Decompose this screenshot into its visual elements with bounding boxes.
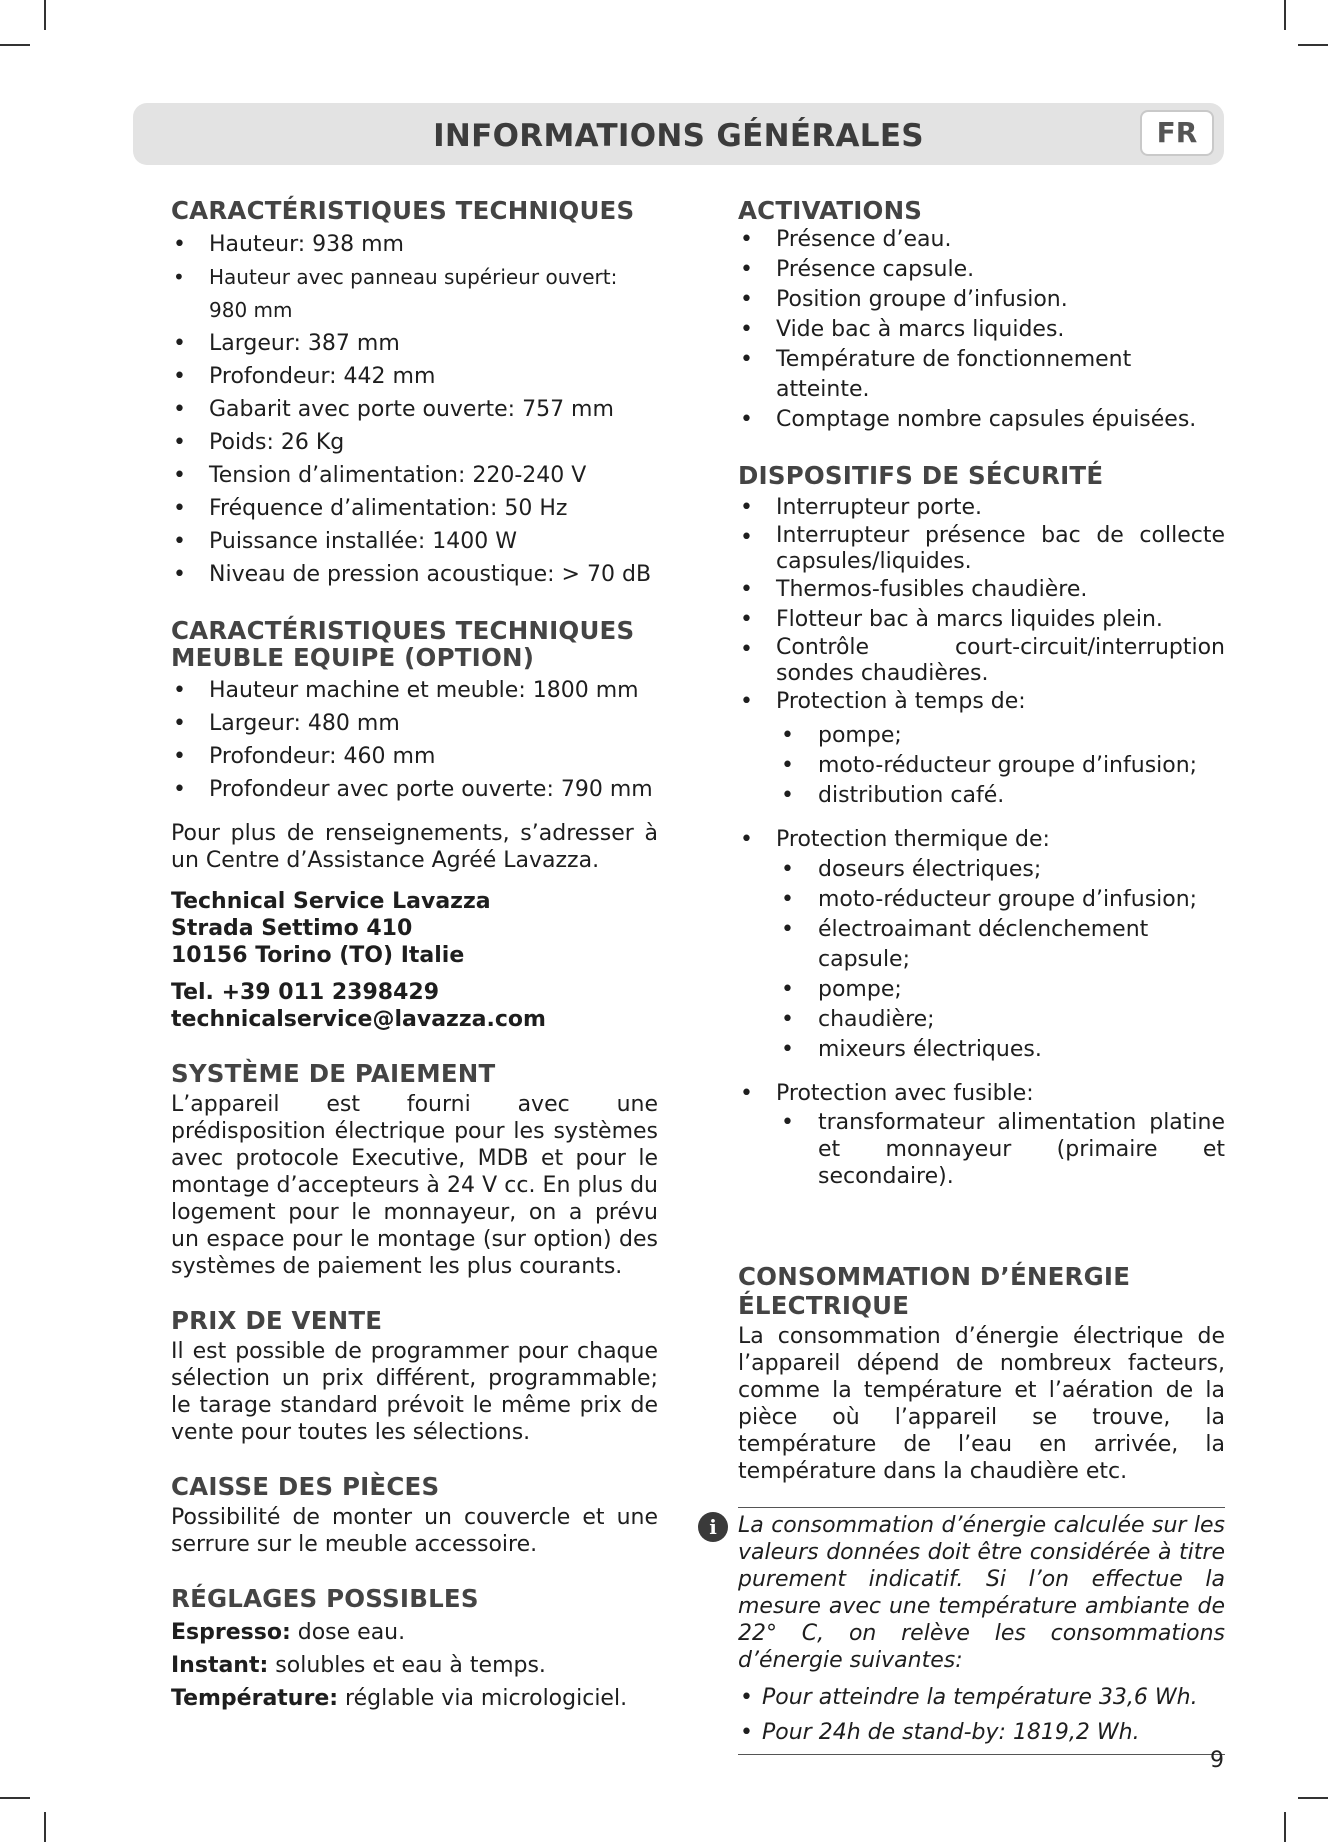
- sub-list-item: • électroaimant déclenchement capsule;: [776, 915, 1225, 975]
- sub-list-item: • mixeurs électriques.: [776, 1035, 1225, 1065]
- list-item: • Fréquence d’alimentation: 50 Hz: [171, 492, 658, 525]
- info-icon: i: [698, 1512, 728, 1542]
- left-column: [171, 196, 658, 1715]
- list-item: • Puissance installée: 1400 W: [171, 525, 658, 558]
- sub-list-fusible: [776, 1109, 1225, 1190]
- list-item: [738, 635, 1225, 687]
- crop-mark: [1298, 44, 1328, 46]
- list-item-text: • Contrôle court-circuit/interruption sondes chaudières.: [776, 635, 1225, 686]
- list-item: • Thermos-fusibles chaudière.: [738, 575, 1225, 605]
- reglage-value: réglable via micrologiciel.: [345, 1686, 628, 1711]
- energie-text: La consommation d’énergie électrique de l’appareil dépend de nombreux facteurs, comme la température et l’aération de la pièce où l’appareil se trouve, la température de l’eau en arrivée, la température dans la chaudière etc.: [738, 1324, 1225, 1484]
- reglage-value: solubles et eau à temps.: [275, 1653, 546, 1678]
- reglage-label: Espresso:: [171, 1620, 291, 1645]
- crop-mark: [1284, 1812, 1286, 1842]
- section-title-meuble: [171, 617, 658, 671]
- list-item: • Hauteur: 938 mm: [171, 228, 658, 261]
- phone-number: Tel. +39 011 2398429: [171, 980, 440, 1005]
- list-item: • Gabarit avec porte ouverte: 757 mm: [171, 393, 658, 426]
- list-item: • Largeur: 480 mm: [171, 707, 658, 740]
- section-title-caisse: CAISSE DES PIÈCES: [171, 1472, 440, 1501]
- section-title-paiement: SYSTÈME DE PAIEMENT: [171, 1059, 496, 1088]
- list-item: • Présence capsule.: [738, 255, 1225, 285]
- crop-mark: [44, 0, 46, 30]
- reglage-instant: [171, 1649, 658, 1682]
- tech-list: [171, 228, 658, 591]
- sub-list-thermique: [776, 855, 1225, 1065]
- note-list-item: • Pour atteindre la température 33,6 Wh.: [738, 1680, 1225, 1715]
- section-title-line: CARACTÉRISTIQUES TECHNIQUES: [171, 616, 635, 645]
- section-title-line: MEUBLE EQUIPE (OPTION): [171, 643, 535, 672]
- list-item: • Interrupteur porte.: [738, 493, 1225, 523]
- caisse-text: Possibilité de monter un couvercle et une serrure sur le meuble accessoire.: [171, 1505, 658, 1557]
- section-title-prix: PRIX DE VENTE: [171, 1306, 383, 1335]
- meuble-list: [171, 674, 658, 806]
- crop-mark: [1284, 0, 1286, 30]
- sub-list-item: • doseurs électriques;: [776, 855, 1225, 885]
- page-title: INFORMATIONS GÉNÉRALES: [433, 118, 924, 154]
- email-link[interactable]: technicalservice@lavazza.com: [171, 1007, 546, 1032]
- list-item: • Poids: 26 Kg: [171, 426, 658, 459]
- list-item: • Tension d’alimentation: 220-240 V: [171, 459, 658, 492]
- address-line: Technical Service Lavazza: [171, 889, 491, 914]
- sub-list-item-text: transformateur alimentation platine et monnayeur (primaire et secondaire).: [818, 1110, 1225, 1189]
- crop-mark: [0, 1797, 30, 1799]
- sub-list-item: • pompe;: [776, 721, 1225, 751]
- list-item: • Flotteur bac à marcs liquides plein.: [738, 605, 1225, 635]
- list-item: [738, 1079, 1225, 1190]
- reglage-temperature: [171, 1682, 658, 1715]
- list-item-text: Protection avec fusible:: [776, 1081, 1034, 1106]
- page-number: 9: [1210, 1748, 1224, 1773]
- sub-list-item: • moto-réducteur groupe d’infusion;: [776, 751, 1225, 781]
- list-item: • Vide bac à marcs liquides.: [738, 315, 1225, 345]
- note-list: [738, 1680, 1225, 1750]
- reglage-value: dose eau.: [297, 1620, 406, 1645]
- activations-list: [738, 225, 1225, 435]
- crop-mark: [44, 1812, 46, 1842]
- reglage-label: Instant:: [171, 1653, 269, 1678]
- note-list-item: • Pour 24h de stand-by: 1819,2 Wh.: [738, 1715, 1225, 1750]
- section-title-securite: DISPOSITIFS DE SÉCURITÉ: [738, 461, 1104, 490]
- crop-mark: [1298, 1797, 1328, 1799]
- list-item-text: Protection à temps de:: [776, 689, 1026, 714]
- info-note: [709, 1507, 1225, 1755]
- list-item: • Température de fonctionnement atteinte.: [738, 345, 1225, 405]
- list-item: • Hauteur machine et meuble: 1800 mm: [171, 674, 658, 707]
- header-bar: [133, 103, 1224, 165]
- list-item: [738, 825, 1225, 1065]
- list-item: • Profondeur: 460 mm: [171, 740, 658, 773]
- list-item: • Position groupe d’infusion.: [738, 285, 1225, 315]
- language-badge: FR: [1140, 110, 1214, 156]
- sub-list-item: • distribution café.: [776, 781, 1225, 811]
- note-text: La consommation d’énergie calculée sur les valeurs données doit être considérée à titre purement indicatif. Si l’on effectue la mesure avec une température ambiante de 22° C, on relève les consommations d’énergie suivantes:: [738, 1513, 1225, 1673]
- list-item: [738, 523, 1225, 575]
- list-item: • Hauteur avec panneau supérieur ouvert: 980 mm: [171, 261, 658, 327]
- address-line: 10156 Torino (TO) Italie: [171, 943, 465, 968]
- list-item: • Comptage nombre capsules épuisées.: [738, 405, 1225, 435]
- list-item-text: Protection thermique de:: [776, 827, 1050, 852]
- right-column: [709, 196, 1225, 1755]
- sub-list-item: • pompe;: [776, 975, 1225, 1005]
- list-item: [738, 687, 1225, 811]
- sub-list-temps: [776, 721, 1225, 811]
- reglage-label: Température:: [171, 1686, 339, 1711]
- list-item: • Présence d’eau.: [738, 225, 1225, 255]
- paiement-text: L’appareil est fourni avec une prédisposition électrique pour les systèmes avec protocole Executive, MDB et pour le montage d’accepteurs à 24 V cc. En plus du logement pour le monnayeur, on a prévu un espace pour le montage (sur option) des systèmes de paiement les plus courants.: [171, 1092, 658, 1279]
- section-title-tech: CARACTÉRISTIQUES TECHNIQUES: [171, 196, 635, 225]
- info-paragraph: Pour plus de renseignements, s’adresser à un Centre d’Assistance Agréé Lavazza.: [171, 821, 658, 873]
- sub-list-item: • moto-réducteur groupe d’infusion;: [776, 885, 1225, 915]
- section-title-energie: [738, 1262, 1225, 1320]
- section-title-activations: ACTIVATIONS: [738, 196, 923, 225]
- address-block: [171, 888, 658, 969]
- address-line: Strada Settimo 410: [171, 916, 413, 941]
- crop-mark: [0, 44, 30, 46]
- list-item: • Profondeur: 442 mm: [171, 360, 658, 393]
- list-item: • Largeur: 387 mm: [171, 327, 658, 360]
- sub-list-item: [776, 1109, 1225, 1190]
- section-title-line: CONSOMMATION D’ÉNERGIE: [738, 1262, 1131, 1291]
- list-item: • Profondeur avec porte ouverte: 790 mm: [171, 773, 658, 806]
- list-item: • Niveau de pression acoustique: > 70 dB: [171, 558, 658, 591]
- prix-text: Il est possible de programmer pour chaque sélection un prix différent, programmable; le tarage standard prévoit le même prix de vente pour toutes les sélections.: [171, 1339, 658, 1445]
- reglage-espresso: [171, 1616, 658, 1649]
- section-title-line: ÉLECTRIQUE: [738, 1291, 910, 1320]
- contact-block: [171, 979, 658, 1033]
- sub-list-item: • chaudière;: [776, 1005, 1225, 1035]
- section-title-reglages: RÉGLAGES POSSIBLES: [171, 1584, 479, 1613]
- list-item-text: • Interrupteur présence bac de collecte capsules/liquides.: [776, 523, 1225, 574]
- securite-list: [738, 493, 1225, 1190]
